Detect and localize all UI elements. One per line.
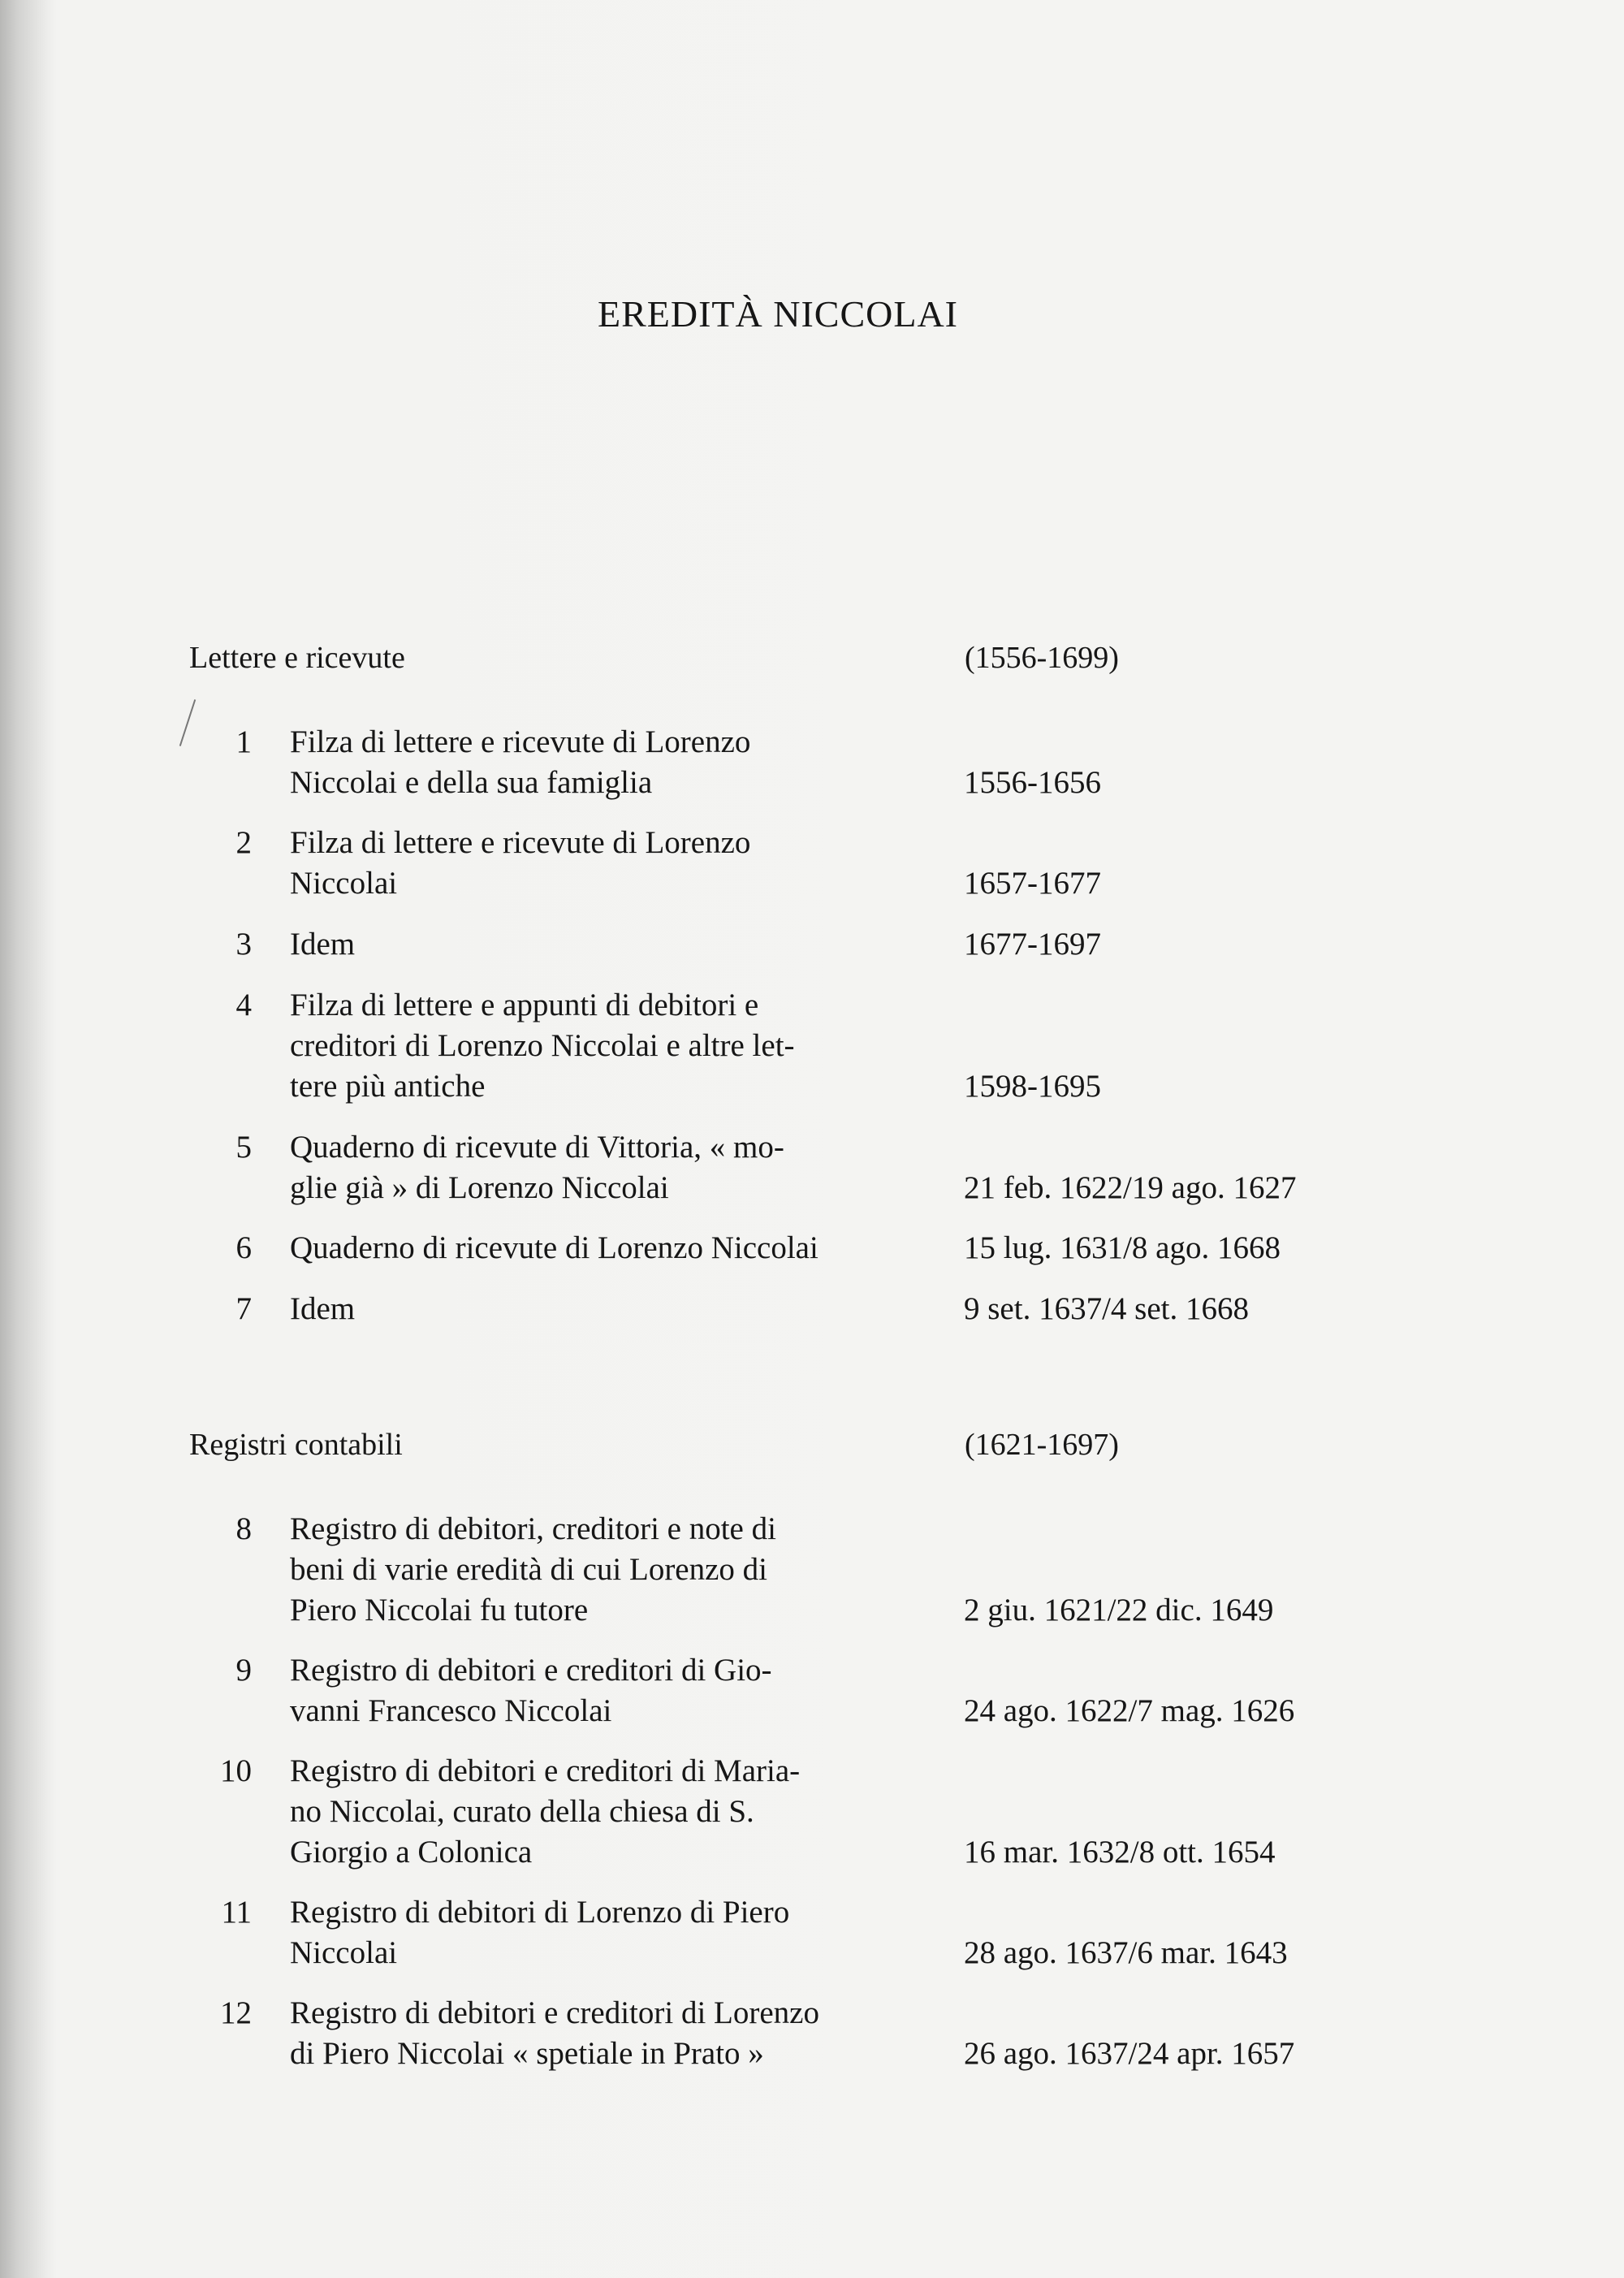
entry-description-line: Niccolai e della sua famiglia [290,765,653,800]
entry-date: 24 ago. 1622/7 mag. 1626 [964,1693,1295,1728]
entry-description-line: Registro di debitori e creditori di Lorenzo [290,1995,819,2030]
entry-number: 3 [235,927,252,962]
entry-number: 12 [220,1995,252,2030]
entry-description-line: Quaderno di ricevute di Lorenzo Niccolai [290,1230,818,1265]
entry-description-line: Niccolai [290,1935,398,1970]
entry-number: 7 [235,1291,252,1326]
entry-date: 26 ago. 1637/24 apr. 1657 [964,2036,1295,2071]
entry-description [290,1127,957,1208]
entry-description-line: no Niccolai, curato della chiesa di S. [290,1794,754,1829]
section-range-lettere: (1556-1699) [965,641,1119,675]
entry-number: 9 [235,1653,252,1688]
section-title-registri: Registri contabili [189,1428,403,1462]
entry-description-line: Registro di debitori e creditori di Maria- [290,1753,801,1788]
entry-12 [179,1993,1421,2074]
entry-date: 21 feb. 1622/19 ago. 1627 [964,1170,1297,1205]
entry-8 [179,1509,1421,1631]
entry-description [290,1650,957,1731]
binding-gutter-shadow [0,0,57,2278]
entry-description [290,1289,957,1329]
entry-description [290,1509,957,1631]
entry-description [290,1751,957,1873]
entry-description-line: Niccolai [290,866,398,901]
entry-date: 1657-1677 [964,866,1101,901]
entry-10 [179,1751,1421,1873]
entry-7 [179,1289,1421,1329]
entry-date: 1677-1697 [964,927,1101,962]
entry-description [290,823,957,904]
entry-description [290,1993,957,2074]
entry-description-line: beni di varie eredità di cui Lorenzo di [290,1552,768,1587]
entry-description-line: Registro di debitori, creditori e note di [290,1511,776,1546]
entry-description-line: Giorgio a Colonica [290,1835,533,1870]
entry-description [290,1892,957,1973]
entry-number: 2 [235,825,252,860]
entry-number: 5 [235,1130,252,1165]
entry-description-line: Idem [290,927,356,962]
entry-date: 16 mar. 1632/8 ott. 1654 [964,1835,1276,1870]
page-title: EREDITÀ NICCOLAI [598,293,958,335]
entry-9 [179,1650,1421,1731]
entry-description [290,985,957,1107]
entry-1 [179,722,1421,803]
entry-date: 2 giu. 1621/22 dic. 1649 [964,1593,1274,1627]
entry-description-line: Registro di debitori e creditori di Gio- [290,1653,772,1688]
entry-description-line: tere più antiche [290,1069,486,1104]
entry-date: 1556-1656 [964,765,1101,800]
section-range-registri: (1621-1697) [965,1428,1119,1462]
entry-description-line: Filza di lettere e ricevute di Lorenzo [290,724,751,759]
entry-number: 10 [220,1753,252,1788]
entry-3 [179,924,1421,965]
entry-description-line: glie già » di Lorenzo Niccolai [290,1170,669,1205]
entry-description-line: Filza di lettere e ricevute di Lorenzo [290,825,751,860]
entry-number: 11 [221,1895,252,1930]
entry-number: 6 [235,1230,252,1265]
entry-description-line: Filza di lettere e appunti di debitori e [290,988,759,1022]
entry-description-line: vanni Francesco Niccolai [290,1693,612,1728]
entry-6 [179,1228,1421,1269]
entry-description-line: Idem [290,1291,356,1326]
entry-description-line: Registro di debitori di Lorenzo di Piero [290,1895,790,1930]
entry-description-line: Quaderno di ricevute di Vittoria, « mo- [290,1130,784,1165]
entry-description-line: di Piero Niccolai « spetiale in Prato » [290,2036,764,2071]
entry-description [290,924,957,965]
entry-5 [179,1127,1421,1208]
entry-11 [179,1892,1421,1973]
entry-date: 28 ago. 1637/6 mar. 1643 [964,1935,1288,1970]
entry-number: 4 [235,988,252,1022]
entry-number: 1 [235,724,252,759]
entry-description [290,1228,957,1269]
entry-4 [179,985,1421,1107]
entry-date: 9 set. 1637/4 set. 1668 [964,1291,1249,1326]
entry-number: 8 [235,1511,252,1546]
entry-description [290,722,957,803]
section-title-lettere: Lettere e ricevute [189,641,405,675]
entry-date: 1598-1695 [964,1069,1101,1104]
entry-2 [179,823,1421,904]
entry-description-line: creditori di Lorenzo Niccolai e altre let- [290,1028,795,1063]
entry-date: 15 lug. 1631/8 ago. 1668 [964,1230,1281,1265]
entry-description-line: Piero Niccolai fu tutore [290,1593,589,1627]
